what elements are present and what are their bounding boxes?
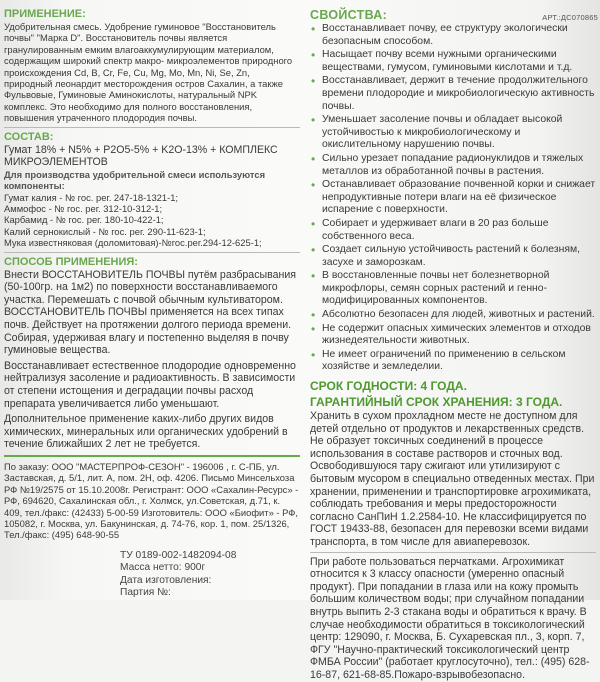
component-item: Аммофос - № гос. рег. 312-10-312-1; <box>4 203 163 215</box>
composition-heading: СОСТАВ: <box>4 130 54 143</box>
property-item: • Насыщает почву всеми нужными органическими веществами, гумусом, гуминовыми кислотами и т.д. <box>310 49 596 74</box>
right-column <box>310 6 596 682</box>
storage-text: Хранить в сухом прохладном месте не доступном для детей отдельно от продуктов и лекарственных средств. Не образует токсичных соединений в процессе использования в составе растворов и сточных вод. Освободившуюся тару сжигают или утилизируют с бытовым мусором в специально отведенных местах. При хранении, применении и транспортировке агрохимиката, соблюдать требования и меры предосторожности согласно СанПиН 1.2.2584-10. Не классифицируется по ГОСТ 19433-88, безопасен для перевозки всеми видами транспорта, в том числе для авиаперевозок. <box>310 410 595 548</box>
manufacturer-info: По заказу: ООО "МАСТЕРПРОФ-СЕЗОН" - 196006 , г. С-ПБ, ул. Заставская, д. 5/1, лит. А, пом. 2Н, оф. 4206. Письмо Минсельхоза РФ №19/2575 от 15.10.2008г. Регистрант: ООО «Сахалин-Ресурс» - РФ, 694620, Сахалинская обл., г. Холмск, ул.Советская, д.71, к. 409, тел./факс: (42433) 5-00-59 Изготовитель: ООО «Биофит» - РФ, 105082, г. Москва, ул. Бакунинская, д. 74-76, кор. 1, пом. 25/1326, Тел./факс: (495) 648-90-55 <box>4 461 299 541</box>
green-divider <box>4 455 300 457</box>
article-number: АРТ.:ДС070865 <box>542 13 598 22</box>
release-date: Дата изготовления: <box>120 574 212 586</box>
property-item: • В восстановленные почвы нет болезнетворной микрофлоры, семян сорных растений и генно-модифицированных компонентов. <box>310 270 596 308</box>
net-mass: Масса нетто: 900г <box>120 562 206 574</box>
divider <box>310 552 596 553</box>
method-text-3: Дополнительное применение каких-либо других видов химических, минеральных или органических удобрений в течение ближайших 2 лет не требуется. <box>4 413 288 451</box>
property-item: • Создает сильную устойчивость растений к болезням, засухе и заморозкам. <box>310 244 596 269</box>
left-column <box>4 6 300 541</box>
tu-code: ТУ 0189-002-1482094-08 <box>120 550 237 561</box>
component-item: Мука известняковая (доломитовая)-№гос.рег.294-12-625-1; <box>4 237 262 249</box>
property-item: • Восстанавливает, держит в течение продолжительного времени плодородие и микробиологическую активность почвы. <box>310 75 596 113</box>
property-item: • Останавливает образование почвенной корки и снижает непродуктивные потери влаги на её физическое испарение с поверхности. <box>310 179 596 217</box>
shelf-life-heading: СРОК ГОДНОСТИ: 4 ГОДА. <box>310 379 467 394</box>
intro-text: Удобрительная смесь. Удобрение гуминовое "Восстановитель почвы" "Марка D". Восстановитель почвы является гранулированным емким влагоаккумулирующим материалом, содержащим широкий спектр макро- микроэлементов природного происхождения Cd, B, Cr, Fe, Cu, Mg, Mo, Mn, Ni, Se, Zn, природный леонардит месторождения остров Сахалин, а также Фульвовые, Гуминовые Аминокислоты, натуральный NPK комплекс. Это необходимо для полного восстановления, повышения утраченного плодородия почвы. <box>4 21 293 124</box>
application-heading: ПРИМЕНЕНИЕ: <box>4 8 86 20</box>
component-item: Гумат калия - № гос. рег. 247-18-1321-1; <box>4 191 179 203</box>
warranty-heading: ГАРАНТИЙНЫЙ СРОК ХРАНЕНИЯ: 3 ГОДА. <box>310 395 563 410</box>
divider <box>4 127 300 128</box>
method-text-1: Внести ВОССТАНОВИТЕЛЬ ПОЧВЫ путём разбрасывания (50-100гр. на 1м2) по поверхности восстанавливаемого участка. Перемешать с почвой обычным культиватором. ВОССТАНОВИТЕЛЬ ПОЧВЫ применяется на всех типах почв. Действует на протяжении долгого периода времени. Собирая, удерживая влагу и постепенно выделяя в почву гуминовые вещества. <box>4 268 297 357</box>
component-item: Калий сернокислый - № гос. рег. 290-11-623-1; <box>4 225 206 237</box>
property-item: • Уменьшает засоление почвы и обладает высокой устойчивостью к микробиологическому и окислительному нарушению почвы. <box>310 114 596 152</box>
component-item: Карбамид - № гос. рег. 180-10-422-1; <box>4 214 164 226</box>
property-item: • Восстанавливает почву, ее структуру экологически безопасным способом. <box>310 23 596 48</box>
composition-formula: Гумат 18% + N5% + P2O5-5% + K2O-13% + КОМПЛЕКС МИКРОЭЛЕМЕНТОВ <box>4 143 278 169</box>
property-item: • Не имеет ограничений по применению в сельском хозяйстве и земледелии. <box>310 349 596 374</box>
method-heading: СПОСОБ ПРИМЕНЕНИЯ: <box>4 255 138 268</box>
property-item: • Собирает и удерживает влаги в 20 раз больше собственного веса. <box>310 218 596 243</box>
property-item: • Сильно урезает попадание радионуклидов и тяжелых металлов из обработанной почвы в растения. <box>310 153 596 178</box>
batch-number: Партия №: <box>120 587 171 599</box>
property-item: • Абсолютно безопасен для людей, животных и растений. <box>310 309 596 322</box>
properties-list <box>310 23 596 374</box>
components-title: Для производства удобрительной смеси используются компоненты: <box>4 168 266 192</box>
divider <box>4 252 300 253</box>
batch-info <box>120 550 290 600</box>
method-text-2: Восстанавливает естественное плодородие одновременно нейтрализуя засоление и радиоактивность. В зависимости от степени истощения и деградации почвы расход препарата увеличивается либо уменьшают. <box>4 359 296 410</box>
safety-text: При работе пользоваться перчатками. Агрохимикат относится к 3 классу опасности (умеренно опасный продукт). При попадании в глаза или на кожу промыть большим количеством воды; при случайном попадании внутрь выпить 2-3 стакана воды и обратиться к врачу. В случае необходимости обратиться в токсикологический центр: 129090, г. Москва, Б. Сухаревская пл., 3, корп. 7, ФГУ "Научно-практический токсикологический центр ФМБА России" (работает круглосуточно), тел.: (495) 628-16-87, 621-68-85.Пожаро-взрывобезопасно. <box>310 555 590 681</box>
property-item: • Не содержит опасных химических элементов и отходов жизнедеятельности животных. <box>310 323 596 348</box>
properties-heading: СВОЙСТВА: <box>310 8 388 22</box>
